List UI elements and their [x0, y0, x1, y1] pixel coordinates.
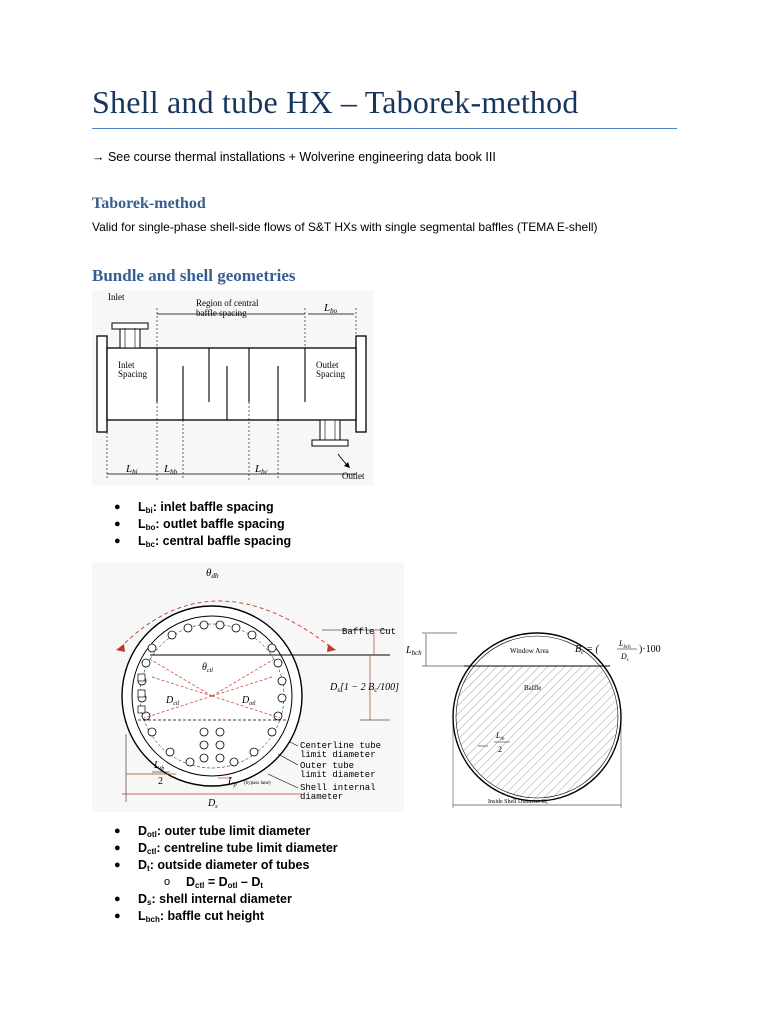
page-title: Shell and tube HX – Taborek-method: [92, 84, 579, 120]
outer-tube-label-2: limit diameter: [300, 770, 376, 780]
section-heading-geometries: Bundle and shell geometries: [92, 266, 296, 285]
centerline-label-2: limit diameter: [300, 750, 376, 760]
bc-formula: $B_c$ = (: [575, 644, 599, 656]
window-area-label: Window Area: [510, 647, 549, 655]
list-item: ● $D_{ctl}$: centreline tube limit diameter: [114, 841, 338, 856]
shell-body: [107, 348, 356, 420]
ds-formula-label: $D_s[1 - 2$ $B_c/100$]: [330, 682, 399, 694]
outlet-spacing-label-2: Spacing: [316, 369, 345, 379]
theta-ctl-label: $\theta_{ctl}$: [202, 662, 213, 674]
list-item: ● $D_t$: outside diameter of tubes: [114, 858, 310, 873]
inlet-spacing-label-1: Inlet: [118, 360, 135, 370]
lp-label: $L_p$: [228, 776, 237, 788]
exchanger-side-view-svg: [92, 290, 374, 486]
list-item: ● $L_{bch}$: baffle cut height: [114, 909, 265, 924]
outer-tube-label-1: Outer tube: [300, 761, 355, 771]
list-item: ● $L_{bi}$: inlet baffle spacing: [114, 500, 274, 515]
diameter-bullet-list: [92, 823, 338, 925]
inside-shell-label: Inside Shell Diameter Ds: [488, 799, 548, 805]
lbi-label: Lbi: [126, 463, 138, 476]
baffle-label: Baffle: [524, 684, 542, 692]
right-end-flange: [356, 336, 366, 432]
dotl-label: $D_{otl}$: [242, 695, 256, 707]
list-item: ● $L_{bc}$: central baffle spacing: [114, 534, 292, 549]
cross-section-svg: [92, 562, 682, 812]
cross-section-figure: [92, 562, 682, 812]
exchanger-side-view-figure: [92, 290, 374, 486]
lbc-label: Lbc: [255, 463, 268, 476]
ltb-right-label: $L_{tb}$: [496, 731, 505, 742]
validity-text: Valid for single-phase shell-side flows of S&T HXs with single segmental baffles (TEMA E-shell): [92, 220, 598, 234]
shell-internal-label-1: Shell internal: [300, 783, 376, 793]
lbo-top-label: Lbo: [324, 302, 338, 315]
reference-note: → See course thermal installations + Wolverine engineering data book III: [92, 150, 496, 164]
list-item: ● $L_{bo}$: outlet baffle spacing: [114, 517, 285, 532]
lbch-label-left: $L_{bch}$: [406, 645, 422, 657]
theta-db-label: θdb: [206, 567, 219, 580]
outlet-spacing-label-1: Outlet: [316, 360, 339, 370]
lbb-label: Lbb: [164, 463, 178, 476]
spacing-bullet-list: [92, 499, 291, 550]
inlet-nozzle: [120, 328, 140, 348]
list-item: ● $D_{otl}$: outer tube limit diameter: [114, 824, 311, 839]
ltb-label: $L_{tb}$: [154, 760, 165, 772]
baffle-cut-label: Baffle Cut: [342, 627, 397, 637]
central-region-label-2: baffle spacing: [196, 308, 247, 318]
outlet-nozzle: [320, 420, 340, 440]
central-region-label-1: Region of central: [196, 298, 259, 308]
lp-note: (bypass lane): [244, 781, 271, 786]
title-underline: [92, 128, 677, 129]
bc-formula-den: $D_s$: [621, 652, 629, 663]
ds-bottom-label: $D_s$: [208, 798, 218, 810]
left-end-flange: [97, 336, 107, 432]
inlet-spacing-label-2: Spacing: [118, 369, 147, 379]
centerline-label-1: Centerline tube: [300, 741, 382, 751]
section-heading-taborek: Taborek-method: [92, 195, 206, 212]
list-item: o $D_{ctl} = D_{otl} - D_t$: [164, 875, 264, 890]
bc-formula-mult: )·100: [639, 644, 661, 655]
ltb-right-denominator: 2: [498, 745, 502, 754]
dctl-label: $D_{ctl}$: [166, 695, 180, 707]
list-item: ● $D_s$: shell internal diameter: [114, 892, 292, 907]
outlet-label: Outlet: [342, 471, 365, 481]
ltb-denominator: 2: [158, 776, 163, 787]
bc-formula-num: $L_{bch}$: [619, 639, 631, 650]
inlet-label: Inlet: [108, 292, 125, 302]
shell-internal-label-2: diameter: [300, 792, 344, 802]
